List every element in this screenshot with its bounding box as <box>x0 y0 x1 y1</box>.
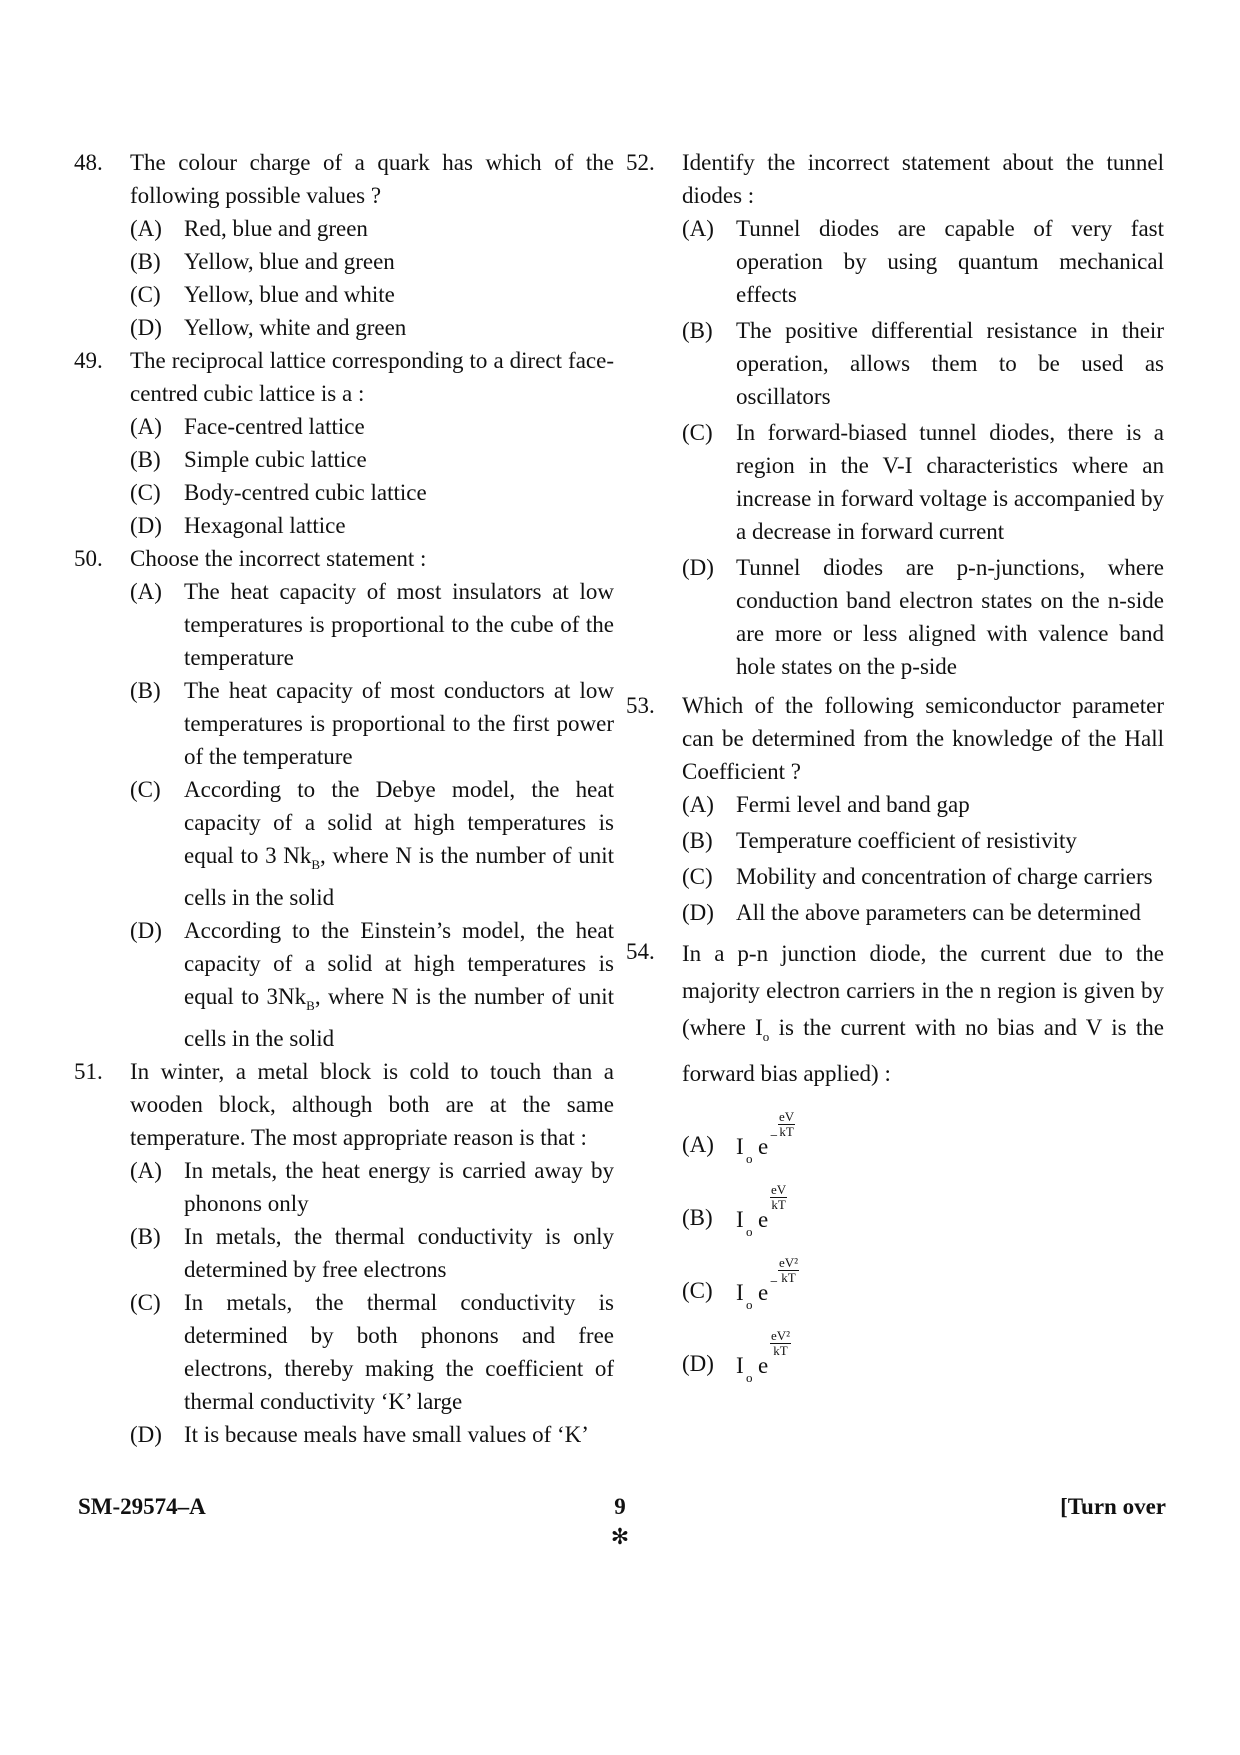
option-text: Tunnel diodes are p-n-junctions, where conduction band electron states on the n-side are more or less aligned with valence band hole states on the p-side <box>736 555 1164 679</box>
question-text <box>682 935 1164 1092</box>
booklet-code: SM-29574–A <box>78 1494 206 1519</box>
options-list <box>130 212 614 344</box>
question-48 <box>74 146 614 344</box>
option-text: Temperature coefficient of resistivity <box>736 828 1077 853</box>
option <box>130 245 614 278</box>
option-label: (C) <box>130 1290 161 1315</box>
option-label: (A) <box>130 414 162 439</box>
question-51 <box>74 1055 614 1451</box>
fraction-numerator: eV <box>771 1182 787 1197</box>
formula <box>736 1109 856 1166</box>
option-label: (C) <box>682 1278 713 1303</box>
option <box>130 509 614 542</box>
options-list <box>130 575 614 1055</box>
formula <box>736 1255 856 1312</box>
option-label: (D) <box>682 555 714 580</box>
formula-sign: − <box>770 1275 778 1290</box>
option-label: (D) <box>130 315 162 340</box>
question-number: 51. <box>74 1059 103 1084</box>
formula-exponent <box>778 1110 795 1139</box>
formula-base-sub: o <box>746 1297 753 1312</box>
option <box>130 410 614 443</box>
option-label: (B) <box>130 249 161 274</box>
option-text-pre: According to the Einstein’s model, the heat capacity of a solid at high temperatures is equal to 3Nk <box>184 918 614 1009</box>
option <box>682 1252 1164 1322</box>
option-label: (B) <box>130 447 161 472</box>
formula-base-sub: o <box>746 1370 753 1385</box>
option-label: (B) <box>130 1224 161 1249</box>
option-text: Yellow, blue and green <box>184 249 395 274</box>
subscript: B <box>311 857 321 872</box>
option <box>130 914 614 1055</box>
option <box>682 416 1164 548</box>
question-number: 48. <box>74 150 103 175</box>
option-label: (A) <box>682 216 714 241</box>
right-column <box>626 146 1164 1401</box>
option <box>682 896 1164 929</box>
option-label: (C) <box>130 282 161 307</box>
question-text: Choose the incorrect statement : <box>130 546 427 571</box>
question-number: 49. <box>74 348 103 373</box>
formula-base: I <box>736 1353 744 1378</box>
question-text: In winter, a metal block is cold to touch than a wooden block, although both are at the same temperature. The most appropriate reason is that : <box>130 1059 614 1150</box>
question-text: Which of the following semiconductor parameter can be determined from the knowledge of the Hall Coefficient ? <box>682 693 1164 784</box>
option-text-post: , where N is the number of unit cells in the solid <box>184 984 615 1051</box>
formula-base: I <box>736 1134 744 1159</box>
question-text-pre: In a p-n junction diode, the current due to the majority electron carriers in the n region is given by (where I <box>682 941 1164 1040</box>
option-text: Simple cubic lattice <box>184 447 367 472</box>
option-label: (B) <box>682 828 713 853</box>
question-number: 52. <box>626 150 655 175</box>
question-54 <box>626 935 1164 1395</box>
option-text: The heat capacity of most conductors at low temperatures is proportional to the first power of the temperature <box>184 678 614 769</box>
option-label: (D) <box>130 918 162 943</box>
option <box>130 443 614 476</box>
option-text: Body-centred cubic lattice <box>184 480 427 505</box>
options-list <box>682 1106 1164 1395</box>
option-text: The heat capacity of most insulators at low temperatures is proportional to the cube of the temperature <box>184 579 614 670</box>
options-list <box>682 212 1164 683</box>
formula-e: e <box>758 1207 769 1232</box>
question-text: The reciprocal lattice corresponding to a direct face-centred cubic lattice is a : <box>130 348 614 406</box>
formula-sign: − <box>770 1129 778 1144</box>
question-49 <box>74 344 614 542</box>
option <box>130 1286 614 1418</box>
option-label: (C) <box>130 480 161 505</box>
option-text: All the above parameters can be determined <box>736 900 1141 925</box>
option-text: In metals, the thermal conductivity is only determined by free electrons <box>184 1224 614 1282</box>
option <box>130 1418 614 1451</box>
options-list <box>130 1154 614 1451</box>
question-50 <box>74 542 614 1055</box>
option-label: (A) <box>682 1132 714 1157</box>
option-text: In forward-biased tunnel diodes, there is a region in the V-I characteristics where an increase in forward voltage is accompanied by a decrease in forward current <box>736 420 1164 544</box>
formula-base-sub: o <box>746 1224 753 1239</box>
option-text: The positive differential resistance in their operation, allows them to be used as oscillators <box>736 318 1164 409</box>
question-number: 50. <box>74 546 103 571</box>
option <box>130 575 614 674</box>
option-text: Hexagonal lattice <box>184 513 346 538</box>
page-number: 9 <box>614 1494 626 1519</box>
option-text: In metals, the heat energy is carried away by phonons only <box>184 1158 614 1216</box>
option-label: (A) <box>130 579 162 604</box>
option-text: It is because meals have small values of ‘K’ <box>184 1422 589 1447</box>
formula <box>736 1182 856 1239</box>
option-label: (A) <box>130 216 162 241</box>
question-53 <box>626 689 1164 929</box>
option-text-pre: According to the Debye model, the heat capacity of a solid at high temperatures is equal to 3 Nk <box>184 777 614 868</box>
option <box>130 476 614 509</box>
option-label: (D) <box>682 1351 714 1376</box>
option-text-post: , where N is the number of unit cells in the solid <box>184 843 614 910</box>
asterisk-icon: ✻ <box>610 1524 630 1549</box>
option-text: Face-centred lattice <box>184 414 365 439</box>
fraction-denominator: kT <box>781 1270 796 1285</box>
formula <box>736 1328 856 1385</box>
turn-over-note: [Turn over <box>1060 1494 1166 1519</box>
option-label: (C) <box>682 864 713 889</box>
question-text: The colour charge of a quark has which of the following possible values ? <box>130 150 614 208</box>
option-text: In metals, the thermal conductivity is determined by both phonons and free electrons, thereby making the coefficient of thermal conductivity ‘K’ large <box>184 1290 614 1414</box>
option-text: Tunnel diodes are capable of very fast operation by using quantum mechanical effects <box>736 216 1164 307</box>
question-number: 53. <box>626 693 655 718</box>
fraction-numerator: eV <box>779 1109 795 1124</box>
option-text: Yellow, blue and white <box>184 282 395 307</box>
fraction-numerator: eV² <box>771 1328 791 1343</box>
question-number: 54. <box>626 939 655 964</box>
option-label: (B) <box>130 678 161 703</box>
formula-exponent <box>778 1256 799 1285</box>
formula-base: I <box>736 1280 744 1305</box>
question-52 <box>626 146 1164 683</box>
option-label: (B) <box>682 318 713 343</box>
option <box>682 1325 1164 1395</box>
option <box>682 314 1164 413</box>
subscript: o <box>762 1029 770 1044</box>
option <box>130 212 614 245</box>
option-label: (A) <box>682 792 714 817</box>
options-list <box>682 788 1164 929</box>
option <box>682 1106 1164 1176</box>
formula-e: e <box>758 1353 769 1378</box>
option-label: (D) <box>682 900 714 925</box>
option-label: (A) <box>130 1158 162 1183</box>
question-text-post: is the current with no bias and V is the forward bias applied) : <box>682 1015 1164 1086</box>
fraction-denominator: kT <box>779 1124 794 1139</box>
formula-base: I <box>736 1207 744 1232</box>
option-label: (C) <box>130 777 161 802</box>
option <box>130 278 614 311</box>
options-list <box>130 410 614 542</box>
option <box>682 824 1164 857</box>
option-label: (C) <box>682 420 713 445</box>
option-text: Red, blue and green <box>184 216 368 241</box>
option <box>682 1179 1164 1249</box>
formula-exponent <box>770 1183 787 1212</box>
option-label: (D) <box>130 513 162 538</box>
option <box>130 674 614 773</box>
option-text: Mobility and concentration of charge carriers <box>736 864 1153 889</box>
option <box>130 1220 614 1286</box>
subscript: B <box>306 998 315 1013</box>
fraction-denominator: kT <box>773 1343 788 1358</box>
option <box>130 311 614 344</box>
option-text: Yellow, white and green <box>184 315 407 340</box>
fraction-numerator: eV² <box>779 1255 799 1270</box>
option <box>682 212 1164 311</box>
formula-base-sub: o <box>746 1151 753 1166</box>
formula-exponent <box>770 1329 791 1358</box>
option <box>682 860 1164 893</box>
option <box>130 1154 614 1220</box>
formula-e: e <box>758 1134 769 1159</box>
option <box>130 773 614 914</box>
fraction-denominator: kT <box>771 1197 786 1212</box>
option <box>682 788 1164 821</box>
formula-e: e <box>758 1280 769 1305</box>
option-text: Fermi level and band gap <box>736 792 970 817</box>
option-label: (D) <box>130 1422 162 1447</box>
left-column <box>74 146 614 1451</box>
option <box>682 551 1164 683</box>
question-text: Identify the incorrect statement about the tunnel diodes : <box>682 150 1164 208</box>
option-label: (B) <box>682 1205 713 1230</box>
